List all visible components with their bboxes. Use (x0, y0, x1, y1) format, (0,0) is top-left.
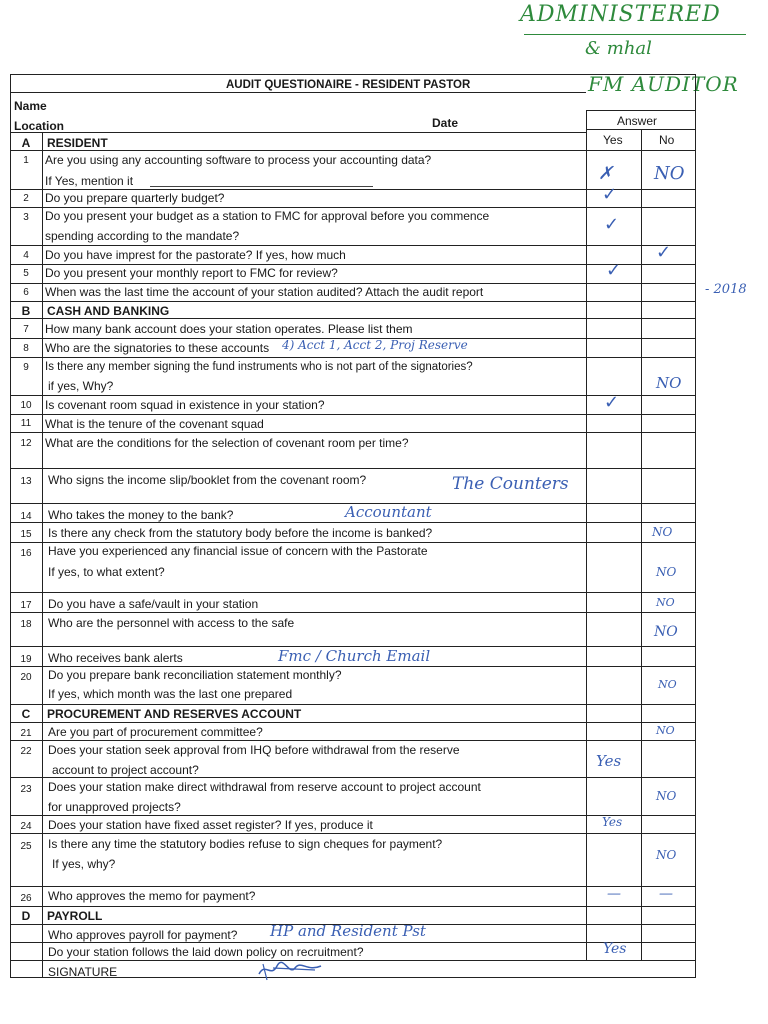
answer-no: NO (656, 565, 677, 579)
question-number: 7 (23, 324, 29, 335)
handwritten-answer: HP and Resident Pst (270, 922, 426, 940)
signature-label: SIGNATURE (48, 965, 118, 979)
question-number: 19 (20, 654, 32, 665)
question-number: 5 (23, 268, 29, 279)
question-text: Who receives bank alerts (48, 651, 183, 665)
section-title: PAYROLL (47, 909, 103, 923)
question-number: 23 (20, 784, 32, 795)
question-text: What are the conditions for the selection of covenant room per time? (45, 436, 409, 450)
question-number: 17 (20, 600, 32, 611)
answer-label: Answer (617, 114, 658, 128)
answer-yes: ✓ (604, 392, 620, 413)
question-number: 8 (23, 343, 29, 354)
question-text: Does your station make direct withdrawal from reserve account to project account (48, 780, 481, 794)
question-number: 13 (20, 476, 32, 487)
answer-yes: Yes (602, 815, 623, 829)
question-number: 16 (20, 548, 32, 559)
annotation-administered: ADMINISTERED (520, 2, 721, 27)
question-number: 3 (23, 212, 29, 223)
question-text: How many bank account does your station operates. Please list them (45, 322, 413, 336)
answer-yes: ✓ (604, 214, 620, 235)
section-title: CASH AND BANKING (47, 304, 170, 318)
question-number: 22 (20, 746, 32, 757)
handwritten-answer: Accountant (345, 503, 432, 521)
question-text: If yes, to what extent? (48, 565, 165, 579)
question-number: 11 (20, 418, 32, 429)
question-text: Do you have a safe/vault in your station (48, 597, 259, 611)
answer-yes: Yes (603, 941, 627, 957)
handwritten-answer: Fmc / Church Email (278, 647, 431, 665)
answer-no: NO (656, 596, 675, 609)
question-text: for unapproved projects? (48, 800, 181, 814)
answer-yes: ✓ (606, 260, 622, 281)
location-label: Location (14, 119, 64, 133)
question-text: Do your station follows the laid down policy on recruitment? (48, 945, 364, 959)
annotation-year: - 2018 (705, 282, 747, 297)
question-text: Who takes the money to the bank? (48, 508, 234, 522)
annotation-underline (524, 34, 746, 35)
answer-no: — (659, 886, 673, 902)
question-text: Are you part of procurement committee? (48, 725, 263, 739)
answer-no: NO (656, 789, 677, 803)
question-text: If yes, why? (52, 857, 116, 871)
section-letter: C (21, 707, 31, 721)
annotation-initials: & mhal (585, 38, 652, 59)
yes-column-label: Yes (603, 133, 623, 147)
question-number: 2 (23, 193, 29, 204)
question-text: Who approves payroll for payment? (48, 928, 238, 942)
question-text: Are you using any accounting software to process your accounting data? (45, 153, 432, 167)
question-text: What is the tenure of the covenant squad (45, 417, 264, 431)
mention-line (150, 186, 373, 187)
question-text: Who are the personnel with access to the safe (48, 616, 295, 630)
question-number: 10 (20, 400, 32, 411)
question-number: 18 (20, 619, 32, 630)
question-text: If yes, which month was the last one prepared (48, 687, 293, 701)
answer-no: NO (656, 374, 682, 392)
answer-yes: ✗ (598, 163, 614, 184)
answer-no: NO (654, 163, 685, 184)
question-text: Who signs the income slip/booklet from the covenant room? (48, 473, 367, 487)
question-text: Is there any member signing the fund instruments who is not part of the signatories? (45, 361, 473, 373)
date-label: Date (432, 116, 459, 130)
question-number: 15 (20, 529, 32, 540)
question-number: 9 (23, 362, 29, 373)
signature-scribble (255, 958, 325, 982)
question-number: 26 (20, 893, 32, 904)
question-number: 1 (23, 155, 29, 166)
question-text: Have you experienced any financial issue of concern with the Pastorate (48, 544, 428, 558)
question-text: If Yes, mention it (45, 174, 134, 188)
section-letter: B (21, 304, 31, 318)
question-number: 20 (20, 672, 32, 683)
question-text: if yes, Why? (48, 379, 114, 393)
question-text: When was the last time the account of your station audited? Attach the audit report (45, 285, 484, 299)
answer-no: NO (656, 724, 675, 737)
question-text: Do you prepare quarterly budget? (45, 191, 225, 205)
question-text: Do you have imprest for the pastorate? If yes, how much (45, 248, 346, 262)
answer-no: NO (652, 525, 673, 539)
question-text: Does your station have fixed asset register? If yes, produce it (48, 818, 373, 832)
form-title: AUDIT QUESTIONAIRE - RESIDENT PASTOR (226, 79, 471, 91)
answer-no: NO (658, 678, 677, 691)
name-label: Name (14, 99, 47, 113)
answer-no: NO (656, 848, 677, 862)
question-number: 6 (23, 287, 29, 298)
no-column-label: No (659, 133, 675, 147)
question-text: Is covenant room squad in existence in your station? (45, 398, 325, 412)
question-text: Do you prepare bank reconciliation statement monthly? (48, 668, 342, 682)
question-text: Do you present your monthly report to FMC for review? (45, 266, 338, 280)
question-number: 12 (20, 438, 32, 449)
question-number: 25 (20, 841, 32, 852)
question-number: 21 (20, 728, 32, 739)
question-number: 14 (20, 511, 32, 522)
answer-no: ✓ (656, 242, 672, 263)
section-title: PROCUREMENT AND RESERVES ACCOUNT (47, 707, 302, 721)
answer-no: NO (654, 624, 678, 640)
section-title: RESIDENT (47, 136, 108, 150)
answer-yes: Yes (596, 752, 622, 770)
section-letter: D (21, 909, 31, 923)
question-text: Who approves the memo for payment? (48, 889, 256, 903)
question-text: spending according to the mandate? (45, 229, 240, 243)
section-letter: A (21, 136, 31, 150)
question-text: account to project account? (52, 763, 199, 777)
answer-yes: ✓ (602, 184, 618, 205)
question-text: Is there any time the statutory bodies refuse to sign cheques for payment? (48, 837, 443, 851)
question-text: Do you present your budget as a station to FMC for approval before you commence (45, 209, 490, 223)
question-number: 24 (20, 821, 32, 832)
question-text: Does your station seek approval from IHQ before withdrawal from the reserve (48, 743, 460, 757)
answer-yes: — (607, 886, 621, 902)
annotation-auditor: FM AUDITOR (588, 72, 739, 96)
handwritten-answer: The Counters (452, 474, 569, 494)
question-text: Is there any check from the statutory body before the income is banked? (48, 526, 433, 540)
question-text: Who are the signatories to these accounts (45, 341, 270, 355)
handwritten-answer: 4) Acct 1, Acct 2, Proj Reserve (282, 338, 468, 352)
question-number: 4 (23, 250, 29, 261)
